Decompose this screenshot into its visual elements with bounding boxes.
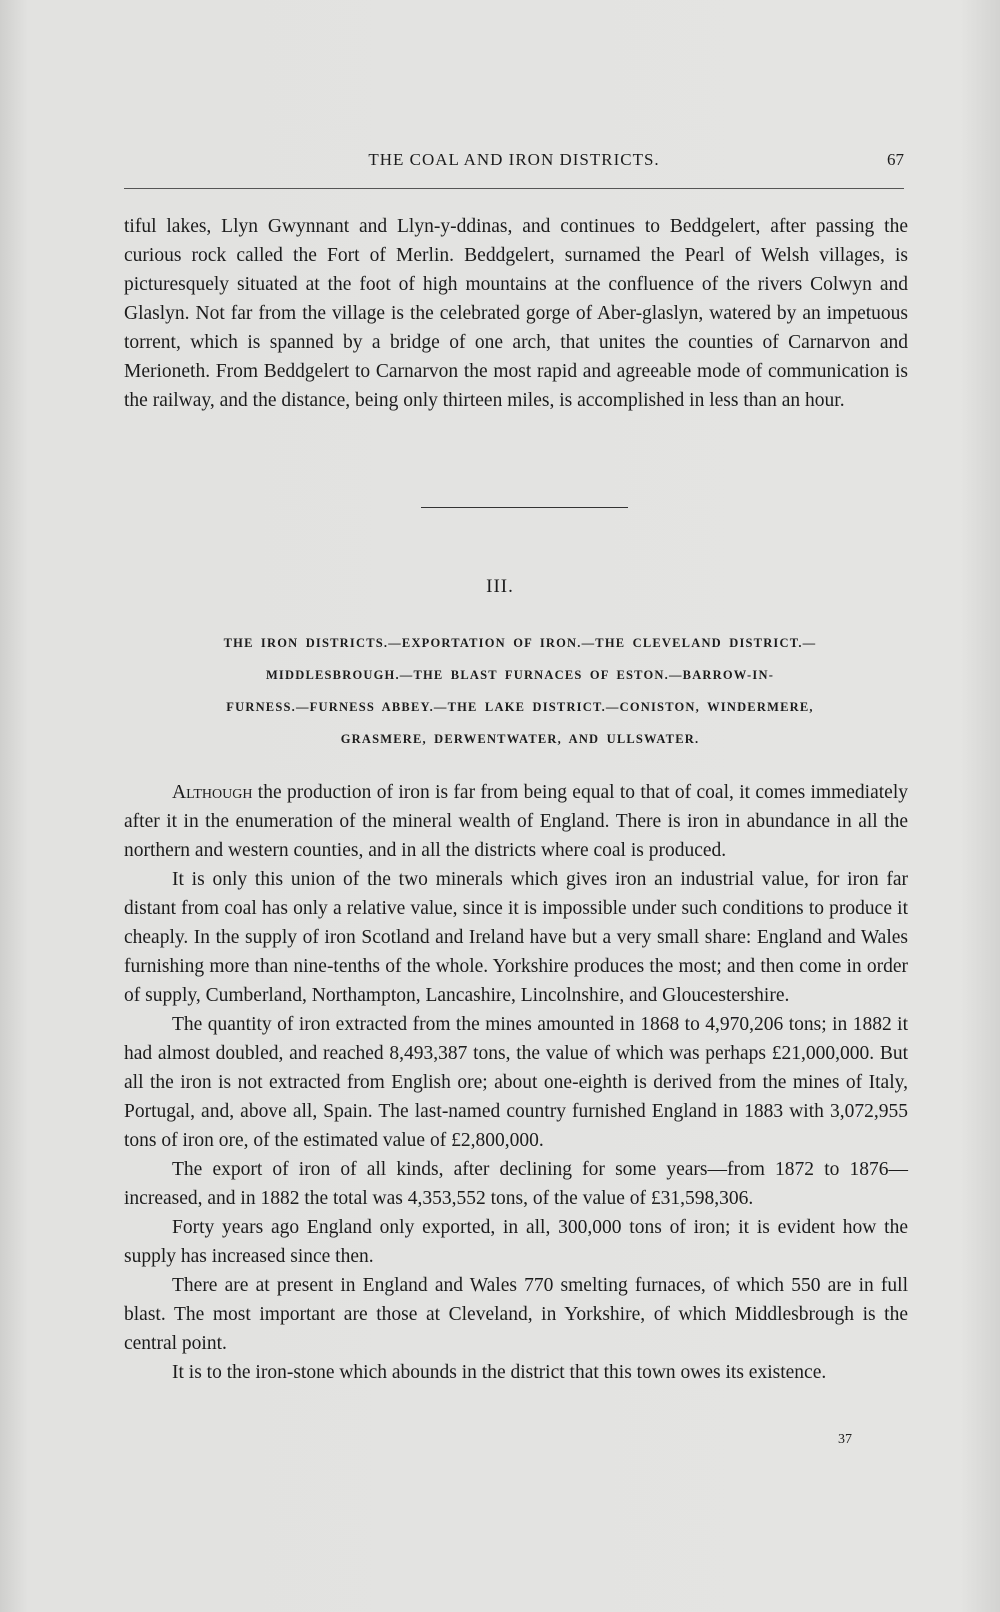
- section-heading-line: THE IRON DISTRICTS.—EXPORTATION OF IRON.—THE CLEVELAND DISTRICT.—: [223, 636, 817, 650]
- opening-paragraph-block: [124, 212, 908, 415]
- body-paragraph: There are at present in England and Wales 770 smelting furnaces, of which 550 are in full blast. The most important are those at Cleveland, in Yorkshire, of which Middlesbrough is the central point.: [124, 1275, 908, 1354]
- body-paragraph: Forty years ago England only exported, in all, 300,000 tons of iron; it is evident how the supply has increased since then.: [124, 1217, 908, 1267]
- chapter-body: [124, 778, 908, 1387]
- body-paragraph: [124, 778, 908, 865]
- section-number: III.: [486, 576, 514, 597]
- header-rule: [124, 188, 904, 189]
- section-heading-line: GRASMERE, DERWENTWATER, AND ULLSWATER.: [340, 732, 700, 746]
- section-heading-line: FURNESS.—FURNESS ABBEY.—THE LAKE DISTRICT.—CONISTON, WINDERMERE,: [226, 700, 814, 714]
- running-title: THE COAL AND IRON DISTRICTS.: [368, 150, 660, 169]
- body-paragraph: The export of iron of all kinds, after declining for some years—from 1872 to 1876—increased, and in 1882 the total was 4,353,552 tons, of the value of £31,598,306.: [124, 1159, 908, 1209]
- signature-mark: 37: [838, 1432, 852, 1447]
- page-number: 67: [887, 150, 904, 169]
- running-head: [124, 150, 904, 174]
- body-paragraph: It is only this union of the two minerals which gives iron an industrial value, for iron far distant from coal has only a relative value, since it is impossible under such conditions to produce it cheaply. In the supply of iron Scotland and Ireland have but a very small share: England and Wales furnishing more than nine-tenths of the whole. Yorkshire produces the most; and then come in order of supply, Cumberland, Northampton, Lancashire, Lincolnshire, and Gloucestershire.: [124, 869, 908, 1006]
- paragraph-text: the production of iron is far from being equal to that of coal, it comes immediately after it in the enumeration of the mineral wealth of England. There is iron in abundance in all the northern and western counties, and in all the districts where coal is produced.: [124, 782, 908, 861]
- body-paragraph: It is to the iron-stone which abounds in the district that this town owes its existence.: [172, 1362, 827, 1383]
- lead-word: Although: [172, 782, 253, 803]
- section-heading-line: MIDDLESBROUGH.—THE BLAST FURNACES OF ESTON.—BARROW-IN-: [265, 668, 775, 682]
- opening-paragraph: tiful lakes, Llyn Gwynnant and Llyn-y-ddinas, and continues to Beddgelert, after passing the curious rock called the Fort of Merlin. Beddgelert, surnamed the Pearl of Welsh villages, is picturesquely situated at the foot of high mountains at the confluence of the rivers Colwyn and Glaslyn. Not far from the village is the celebrated gorge of Aber-glaslyn, watered by an impetuous torrent, which is spanned by a bridge of one arch, that unites the counties of Carnarvon and Merioneth. From Beddgelert to Carnarvon the most rapid and agreeable mode of communication is the railway, and the distance, being only thirteen miles, is accomplished in less than an hour.: [124, 216, 908, 411]
- section-heading: [170, 627, 870, 755]
- body-paragraph: The quantity of iron extracted from the mines amounted in 1868 to 4,970,206 tons; in 1882 it had almost doubled, and reached 8,493,387 tons, the value of which was perhaps £21,000,000. But all the iron is not extracted from English ore; about one-eighth is derived from the mines of Italy, Portugal, and, above all, Spain. The last-named country furnished England in 1883 with 3,072,955 tons of iron ore, of the estimated value of £2,800,000.: [124, 1014, 908, 1151]
- section-divider-rule: [421, 507, 628, 508]
